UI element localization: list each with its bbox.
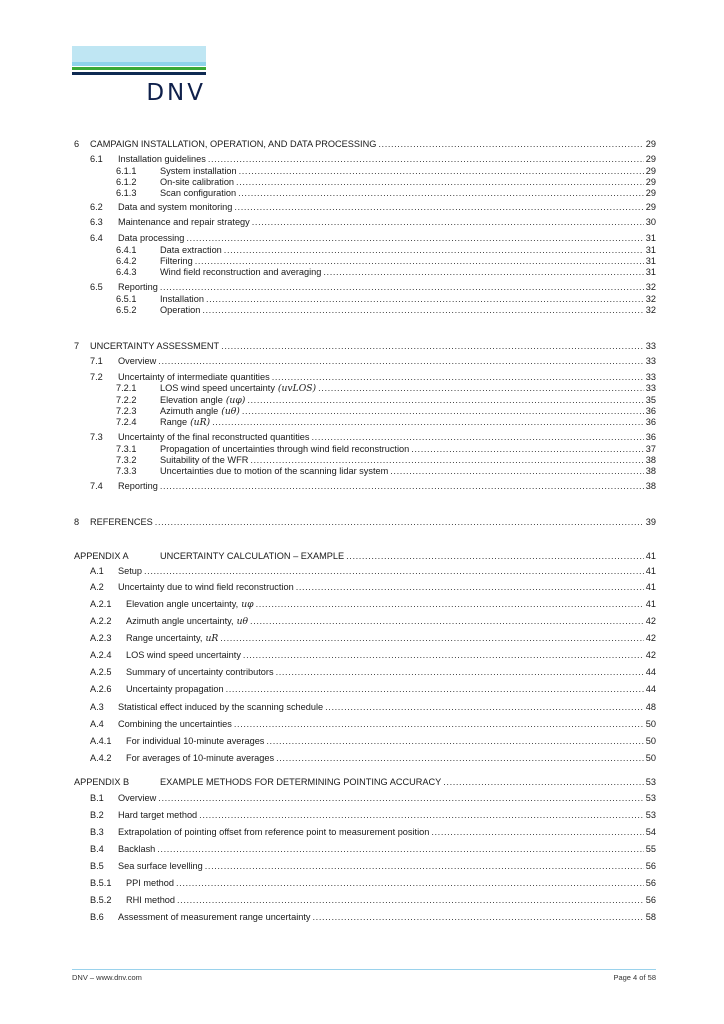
toc-entry-number: 7.2 <box>90 372 103 382</box>
toc-leader-dots <box>443 776 643 789</box>
toc-entry-page: 41 <box>645 599 656 609</box>
toc-entry[interactable] <box>90 666 656 679</box>
toc-entry-page: 50 <box>645 736 656 746</box>
toc-entry-number: 7.2.1 <box>116 383 137 393</box>
toc-leader-dots <box>243 649 644 662</box>
toc-entry-title: Range <box>160 417 188 427</box>
toc-entry-page: 58 <box>645 912 656 922</box>
toc-entry-title: Overview <box>118 793 157 803</box>
toc-entry-number: 6.1 <box>90 154 103 164</box>
toc-entry-page: 56 <box>645 861 656 871</box>
toc-entry-number: 6.5.2 <box>116 305 137 315</box>
logo-band-light-blue <box>72 46 206 62</box>
toc-entry-number: 6.1.1 <box>116 166 137 176</box>
toc-entry-number: 7.2.3 <box>116 406 137 416</box>
toc-entry[interactable] <box>116 416 656 429</box>
toc-entry-number: 6.1.2 <box>116 177 137 187</box>
toc-entry-title: Filtering <box>160 256 193 266</box>
toc-entry-number: 6.4 <box>90 233 103 243</box>
toc-leader-dots <box>276 752 644 765</box>
toc-entry-number: APPENDIX B <box>74 777 130 787</box>
toc-entry-title: UNCERTAINTY CALCULATION – EXAMPLE <box>160 551 345 561</box>
toc-leader-dots <box>220 632 643 645</box>
toc-entry-page: 37 <box>645 444 656 454</box>
toc-entry-title: LOS wind speed uncertainty <box>160 383 275 393</box>
toc-entry-variable: (uθ) <box>221 406 240 417</box>
toc-leader-dots <box>313 911 644 924</box>
toc-leader-dots <box>296 581 644 594</box>
toc-leader-dots <box>226 683 644 696</box>
toc-entry-title: System installation <box>160 166 237 176</box>
toc-entry-page: 29 <box>645 202 656 212</box>
toc-entry-number: A.2.1 <box>90 599 112 609</box>
toc-entry-page: 33 <box>645 341 656 351</box>
toc-entry-number: A.2.6 <box>90 684 112 694</box>
toc-entry-title: Installation guidelines <box>118 154 206 164</box>
toc-entry[interactable] <box>74 340 656 353</box>
toc-entry-title: Maintenance and repair strategy <box>118 217 250 227</box>
toc-entry-number: A.2 <box>90 582 104 592</box>
toc-leader-dots <box>250 615 644 628</box>
toc-entry-page: 44 <box>645 684 656 694</box>
toc-entry-page: 33 <box>645 356 656 366</box>
toc-entry[interactable] <box>74 550 656 563</box>
toc-entry[interactable] <box>90 701 656 714</box>
toc-entry-title: Combining the uncertainties <box>118 719 232 729</box>
toc-entry-title: Sea surface levelling <box>118 861 203 871</box>
toc-entry[interactable] <box>116 187 656 200</box>
toc-entry-page: 29 <box>645 139 656 149</box>
toc-entry-page: 30 <box>645 217 656 227</box>
toc-entry-page: 38 <box>645 466 656 476</box>
toc-entry[interactable] <box>90 809 656 822</box>
toc-entry-variable: (uvLOS) <box>277 383 317 394</box>
toc-entry-page: 33 <box>645 372 656 382</box>
toc-entry-title: RHI method <box>126 895 176 905</box>
toc-entry-title: Data and system monitoring <box>118 202 233 212</box>
toc-entry-title: Reporting <box>118 282 158 292</box>
toc-entry[interactable] <box>90 843 656 856</box>
toc-entry-variable: uθ <box>236 616 249 627</box>
toc-entry[interactable] <box>90 565 656 578</box>
toc-entry[interactable] <box>116 465 656 478</box>
toc-entry-page: 44 <box>645 667 656 677</box>
toc-entry-number: 6.4.3 <box>116 267 137 277</box>
toc-entry-number: 7.2.4 <box>116 417 137 427</box>
toc-entry-page: 56 <box>645 878 656 888</box>
toc-entry-number: A.2.4 <box>90 650 112 660</box>
toc-entry-page: 35 <box>645 395 656 405</box>
toc-entry-title: Elevation angle uncertainty, <box>126 599 239 609</box>
toc-entry-page: 53 <box>645 777 656 787</box>
toc-entry-title: Data extraction <box>160 245 222 255</box>
toc-entry[interactable] <box>90 201 656 214</box>
toc-entry-number: B.5 <box>90 861 104 871</box>
toc-entry-page: 32 <box>645 282 656 292</box>
toc-entry-title: Scan configuration <box>160 188 237 198</box>
toc-entry-number: A.4.1 <box>90 736 112 746</box>
toc-entry-page: 54 <box>645 827 656 837</box>
toc-entry-page: 31 <box>645 267 656 277</box>
toc-entry-page: 50 <box>645 753 656 763</box>
toc-entry-number: 7.4 <box>90 481 103 491</box>
toc-entry-title: For individual 10-minute averages <box>126 736 265 746</box>
toc-entry-number: A.3 <box>90 702 104 712</box>
toc-entry-page: 42 <box>645 650 656 660</box>
toc-leader-dots <box>431 826 643 839</box>
toc-entry-page: 53 <box>645 793 656 803</box>
toc-entry[interactable] <box>74 138 656 151</box>
toc-leader-dots <box>238 187 644 200</box>
toc-entry-page: 36 <box>645 432 656 442</box>
toc-entry-page: 31 <box>645 256 656 266</box>
toc-entry-title: Summary of uncertainty contributors <box>126 667 274 677</box>
toc-entry[interactable] <box>74 516 656 529</box>
toc-leader-dots <box>205 860 644 873</box>
toc-entry-title: Uncertainties due to motion of the scanning lidar system <box>160 466 389 476</box>
toc-entry-title: Data processing <box>118 233 185 243</box>
toc-leader-dots <box>155 516 644 529</box>
toc-entry-number: A.4 <box>90 719 104 729</box>
toc-entry-title: Uncertainty of intermediate quantities <box>118 372 270 382</box>
toc-entry[interactable] <box>90 735 656 748</box>
toc-leader-dots <box>202 304 643 317</box>
toc-entry[interactable] <box>90 683 656 696</box>
toc-entry[interactable] <box>90 216 656 229</box>
toc-entry-title: Elevation angle <box>160 395 223 405</box>
toc-entry-title: Azimuth angle <box>160 406 219 416</box>
toc-entry-title: Range uncertainty, <box>126 633 203 643</box>
toc-entry-title: On-site calibration <box>160 177 235 187</box>
toc-leader-dots <box>325 701 644 714</box>
toc-entry-page: 36 <box>645 417 656 427</box>
toc-entry-number: 7 <box>74 341 80 351</box>
toc-entry[interactable] <box>90 615 656 628</box>
toc-leader-dots <box>378 138 643 151</box>
toc-entry-variable: (uR) <box>190 417 211 428</box>
toc-entry-page: 41 <box>645 582 656 592</box>
toc-entry-page: 29 <box>645 166 656 176</box>
toc-entry[interactable] <box>90 877 656 890</box>
toc-entry[interactable] <box>74 776 656 789</box>
toc-entry-number: B.2 <box>90 810 104 820</box>
toc-leader-dots <box>144 565 644 578</box>
toc-entry[interactable] <box>90 826 656 839</box>
toc-entry-page: 38 <box>645 481 656 491</box>
toc-entry-title: PPI method <box>126 878 175 888</box>
toc-entry-page: 42 <box>645 633 656 643</box>
toc-entry-page: 42 <box>645 616 656 626</box>
toc-entry-page: 41 <box>645 551 656 561</box>
toc-entry-number: 7.3.3 <box>116 466 137 476</box>
toc-entry-page: 32 <box>645 305 656 315</box>
toc-leader-dots <box>212 416 644 429</box>
logo-band-sky-blue <box>72 62 206 66</box>
toc-entry-page: 29 <box>645 154 656 164</box>
toc-entry[interactable] <box>90 581 656 594</box>
toc-leader-dots <box>158 792 643 805</box>
toc-entry-number: 7.2.2 <box>116 395 137 405</box>
toc-entry-number: B.4 <box>90 844 104 854</box>
toc-entry-number: B.5.1 <box>90 878 112 888</box>
toc-entry-page: 31 <box>645 233 656 243</box>
toc-leader-dots <box>157 843 643 856</box>
toc-leader-dots <box>390 465 643 478</box>
toc-entry-title: Uncertainty of the final reconstructed quantities <box>118 432 310 442</box>
footer-left-text: DNV – www.dnv.com <box>72 973 142 982</box>
toc-entry[interactable] <box>90 480 656 493</box>
toc-entry[interactable] <box>90 792 656 805</box>
toc-entry-title: For averages of 10-minute averages <box>126 753 275 763</box>
toc-entry-title: Assessment of measurement range uncertainty <box>118 912 311 922</box>
toc-entry-number: B.5.2 <box>90 895 112 905</box>
toc-entry-title: Backlash <box>118 844 156 854</box>
toc-entry-number: 7.3.2 <box>116 455 137 465</box>
toc-entry[interactable] <box>90 598 656 611</box>
toc-entry-page: 29 <box>645 177 656 187</box>
toc-entry-page: 36 <box>645 406 656 416</box>
toc-entry[interactable] <box>90 649 656 662</box>
toc-entry-title: LOS wind speed uncertainty <box>126 650 241 660</box>
toc-leader-dots <box>234 201 643 214</box>
toc-entry[interactable] <box>116 304 656 317</box>
toc-leader-dots <box>199 809 644 822</box>
logo-band-navy <box>72 72 206 75</box>
toc-entry[interactable] <box>90 860 656 873</box>
logo-wordmark: DNV <box>146 80 206 106</box>
toc-entry-page: 50 <box>645 719 656 729</box>
toc-entry-number: 7.3.1 <box>116 444 137 454</box>
toc-entry-title: Setup <box>118 566 143 576</box>
toc-entry-page: 55 <box>645 844 656 854</box>
toc-entry-number: 6.4.2 <box>116 256 137 266</box>
dnv-logo <box>72 46 206 108</box>
toc-entry-number: A.4.2 <box>90 753 112 763</box>
toc-entry-title: EXAMPLE METHODS FOR DETERMINING POINTING ACCURACY <box>160 777 442 787</box>
toc-entry[interactable] <box>90 632 656 645</box>
toc-entry-page: 41 <box>645 566 656 576</box>
toc-entry-title: UNCERTAINTY ASSESSMENT <box>90 341 220 351</box>
toc-entry-page: 39 <box>645 517 656 527</box>
toc-entry-page: 29 <box>645 188 656 198</box>
toc-entry[interactable] <box>90 911 656 924</box>
toc-entry-number: A.2.5 <box>90 667 112 677</box>
toc-entry[interactable] <box>116 266 656 279</box>
toc-entry-number: 7.1 <box>90 356 103 366</box>
toc-leader-dots <box>256 598 644 611</box>
toc-entry-title: CAMPAIGN INSTALLATION, OPERATION, AND DATA PROCESSING <box>90 139 377 149</box>
toc-entry-number: 7.3 <box>90 432 103 442</box>
toc-entry-number: A.2.2 <box>90 616 112 626</box>
toc-entry-number: APPENDIX A <box>74 551 129 561</box>
toc-leader-dots <box>221 340 644 353</box>
toc-entry-variable: uR <box>205 633 219 644</box>
toc-entry-number: 6.1.3 <box>116 188 137 198</box>
toc-leader-dots <box>177 894 644 907</box>
toc-entry-title: Wind field reconstruction and averaging <box>160 267 322 277</box>
toc-entry[interactable] <box>90 752 656 765</box>
toc-entry-title: Reporting <box>118 481 158 491</box>
footer-page-number: Page 4 of 58 <box>613 973 656 982</box>
toc-entry-number: 8 <box>74 517 80 527</box>
logo-band-green <box>72 67 206 70</box>
toc-entry-title: Suitability of the WFR <box>160 455 249 465</box>
toc-leader-dots <box>158 355 643 368</box>
toc-entry-title: Extrapolation of pointing offset from reference point to measurement position <box>118 827 430 837</box>
toc-entry-title: Statistical effect induced by the scanning schedule <box>118 702 324 712</box>
toc-entry-number: 6.4.1 <box>116 245 137 255</box>
toc-entry-number: A.1 <box>90 566 104 576</box>
toc-entry[interactable] <box>90 894 656 907</box>
toc-entry-number: 6.5 <box>90 282 103 292</box>
toc-entry-number: 6 <box>74 139 80 149</box>
toc-entry-title: Azimuth angle uncertainty, <box>126 616 234 626</box>
toc-leader-dots <box>160 480 644 493</box>
toc-entry-number: B.3 <box>90 827 104 837</box>
toc-entry-page: 38 <box>645 455 656 465</box>
toc-leader-dots <box>323 266 643 279</box>
footer-divider <box>72 969 656 970</box>
toc-entry-page: 53 <box>645 810 656 820</box>
toc-leader-dots <box>276 666 644 679</box>
toc-entry-title: Propagation of uncertainties through wind field reconstruction <box>160 444 410 454</box>
toc-entry-number: A.2.3 <box>90 633 112 643</box>
toc-leader-dots <box>176 877 644 890</box>
toc-entry-title: Installation <box>160 294 204 304</box>
toc-entry-title: REFERENCES <box>90 517 153 527</box>
toc-entry-number: 6.3 <box>90 217 103 227</box>
toc-entry-number: 6.5.1 <box>116 294 137 304</box>
toc-entry-page: 31 <box>645 245 656 255</box>
toc-entry-variable: (uφ) <box>225 395 246 406</box>
toc-leader-dots <box>234 718 644 731</box>
toc-leader-dots <box>252 216 644 229</box>
toc-entry[interactable] <box>90 718 656 731</box>
toc-entry-number: 6.2 <box>90 202 103 212</box>
toc-entry-number: B.1 <box>90 793 104 803</box>
toc-entry-title: Uncertainty propagation <box>126 684 224 694</box>
toc-entry-page: 56 <box>645 895 656 905</box>
toc-entry-title: Operation <box>160 305 201 315</box>
toc-entry-page: 32 <box>645 294 656 304</box>
toc-entry-variable: uφ <box>241 599 254 610</box>
toc-entry-page: 48 <box>645 702 656 712</box>
toc-entry-page: 33 <box>645 383 656 393</box>
toc-leader-dots <box>346 550 644 563</box>
toc-leader-dots <box>266 735 643 748</box>
toc-entry[interactable] <box>90 355 656 368</box>
toc-entry-number: B.6 <box>90 912 104 922</box>
toc-entry-title: Hard target method <box>118 810 198 820</box>
toc-entry-title: Uncertainty due to wind field reconstruction <box>118 582 294 592</box>
toc-entry-title: Overview <box>118 356 157 366</box>
